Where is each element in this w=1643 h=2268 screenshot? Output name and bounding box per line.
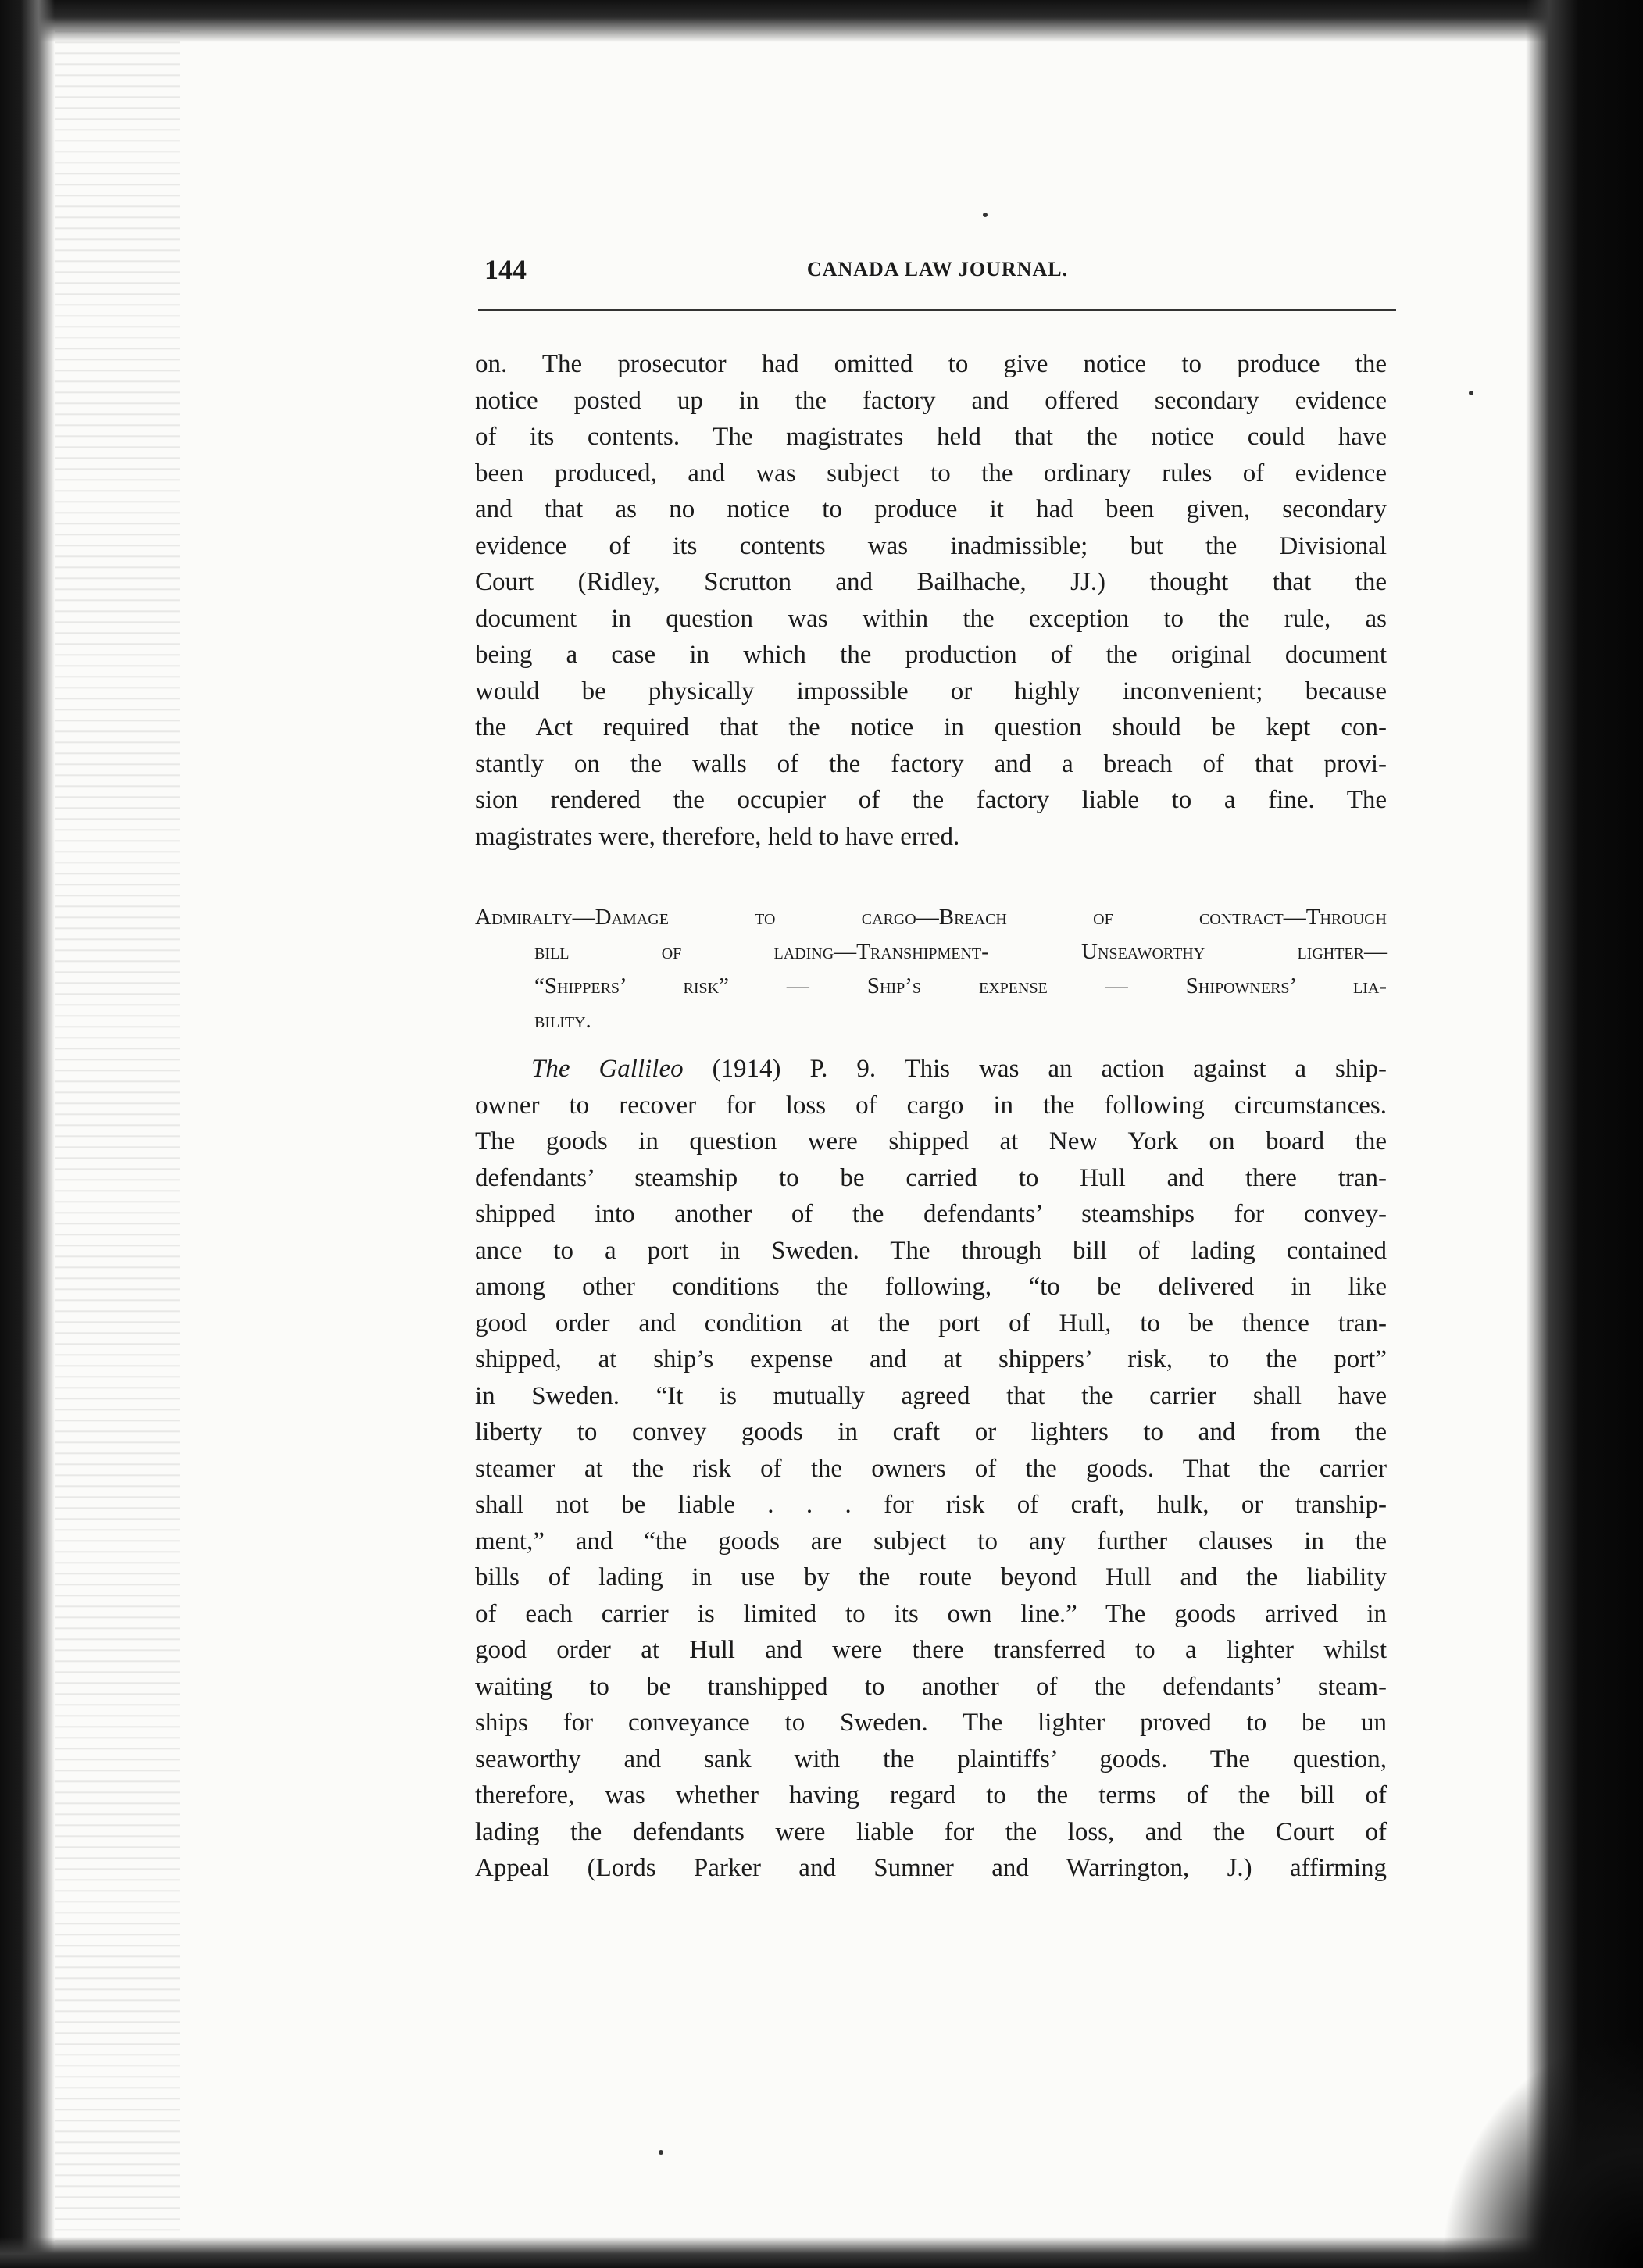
- speck: [1469, 391, 1473, 395]
- text-line: among other conditions the following, “to be delivered in like: [475, 1273, 1387, 1301]
- text-line: ships for conveyance to Sweden. The lighter proved to be un: [475, 1709, 1387, 1737]
- first-line-text: This was an action against a ship-: [904, 1055, 1388, 1083]
- paragraph-continued: [475, 346, 1387, 855]
- headnote-line: Admiralty—Damage to cargo—Breach of contract—Through: [475, 905, 1387, 930]
- text-line: notice posted up in the factory and offered secondary evidence: [475, 386, 1387, 415]
- text-line: defendants’ steamship to be carried to Hull and there tran-: [475, 1163, 1387, 1192]
- text-line: and that as no notice to produce it had been given, secondary: [475, 495, 1387, 523]
- paragraph-gallileo: [475, 1051, 1387, 1887]
- headnote-line: bill of lading—Transhipment- Unseaworthy lighter—: [534, 939, 1387, 964]
- running-head: [484, 253, 1391, 289]
- scan-edge-right: [1526, 0, 1643, 2268]
- text-line: good order at Hull and were there transferred to a lighter whilst: [475, 1636, 1387, 1664]
- headnote-line: “Shippers’ risk” — Ship’s expense — Shipowners’ lia-: [534, 973, 1387, 998]
- text-line: been produced, and was subject to the ordinary rules of evidence: [475, 459, 1387, 488]
- scan-corner-shadow: [1440, 2034, 1643, 2268]
- text-line: stantly on the walls of the factory and a breach of that provi-: [475, 749, 1387, 778]
- text-line: shall not be liable . . . for risk of craft, hulk, or tranship-: [475, 1491, 1387, 1519]
- text-line: ance to a port in Sweden. The through bill of lading contained: [475, 1236, 1387, 1265]
- speck: [983, 213, 988, 217]
- text-line: being a case in which the production of the original document: [475, 641, 1387, 669]
- text-line: Appeal (Lords Parker and Sumner and Warrington, J.) affirming: [475, 1854, 1387, 1882]
- text-line: shipped, at ship’s expense and at shippers’ risk, to the port”: [475, 1345, 1387, 1373]
- text-line: on. The prosecutor had omitted to give notice to produce the: [475, 350, 1387, 378]
- text-line: therefore, was whether having regard to the terms of the bill of: [475, 1781, 1387, 1809]
- text-line: good order and condition at the port of Hull, to be thence tran-: [475, 1309, 1387, 1338]
- scan-edge-bottom: [0, 2237, 1643, 2268]
- text-line: shipped into another of the defendants’ steamships for convey-: [475, 1200, 1387, 1228]
- scan-edge-left: [0, 0, 55, 2268]
- text-line: of its contents. The magistrates held that the notice could have: [475, 423, 1387, 451]
- text-line: of each carrier is limited to its own line.” The goods arrived in: [475, 1599, 1387, 1628]
- text-line: liberty to convey goods in craft or lighters to and from the: [475, 1418, 1387, 1446]
- scan-specks-left: [55, 0, 180, 2268]
- page-number: 144: [484, 254, 527, 285]
- text-line: lading the defendants were liable for the loss, and the Court of: [475, 1817, 1387, 1846]
- text-line: document in question was within the exception to the rule, as: [475, 604, 1387, 633]
- journal-title: CANADA LAW JOURNAL.: [806, 258, 1069, 280]
- speck: [659, 2150, 663, 2155]
- case-name: The Gallileo: [531, 1055, 684, 1083]
- header-rule: [478, 309, 1396, 311]
- text-line: sion rendered the occupier of the factory liable to a fine. The: [475, 786, 1387, 814]
- text-line: evidence of its contents was inadmissible; but the Divisional: [475, 531, 1387, 560]
- text-line: ment,” and “the goods are subject to any further clauses in the: [475, 1527, 1387, 1555]
- text-line: would be physically impossible or highly inconvenient; because: [475, 677, 1387, 705]
- text-line: steamer at the risk of the owners of the goods. That the carrier: [475, 1454, 1387, 1483]
- text-line: magistrates were, therefore, held to have erred.: [475, 822, 960, 851]
- text-line: the Act required that the notice in question should be kept con-: [475, 713, 1387, 741]
- text-line: waiting to be transhipped to another of the defendants’ steam-: [475, 1672, 1387, 1701]
- text-line: bills of lading in use by the route beyond Hull and the liability: [475, 1563, 1387, 1591]
- text-line: seaworthy and sank with the plaintiffs’ goods. The question,: [475, 1745, 1387, 1773]
- paragraph-first-line: [475, 1051, 1387, 1088]
- case-citation: (1914) P. 9.: [712, 1055, 877, 1083]
- headnote-line: bility.: [534, 1008, 591, 1033]
- text-line: Court (Ridley, Scrutton and Bailhache, JJ.) thought that the: [475, 568, 1387, 596]
- scan-edge-top: [0, 0, 1643, 42]
- case-headnote: [475, 900, 1387, 1038]
- text-line: The goods in question were shipped at New York on board the: [475, 1127, 1387, 1155]
- text-line: in Sweden. “It is mutually agreed that the carrier shall have: [475, 1381, 1387, 1410]
- text-line: owner to recover for loss of cargo in the following circumstances.: [475, 1091, 1387, 1120]
